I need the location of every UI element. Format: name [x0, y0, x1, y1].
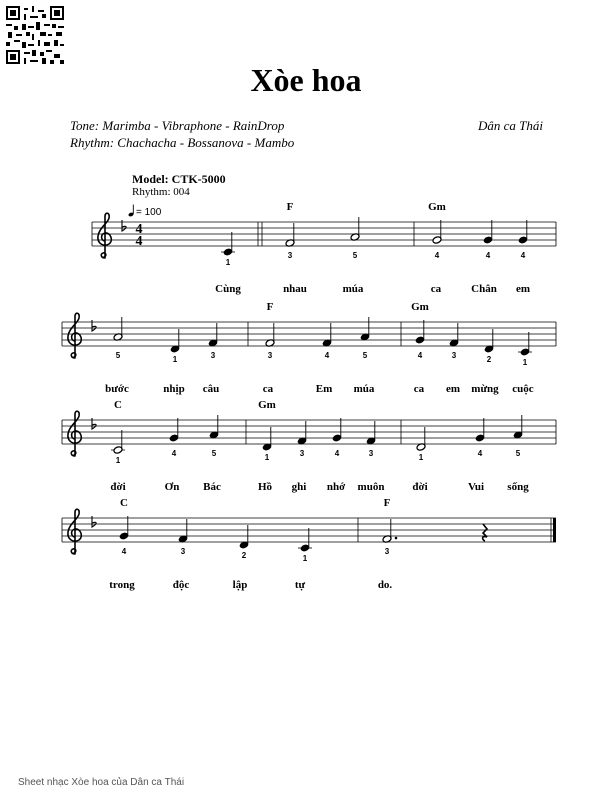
finger-number: 3: [384, 547, 390, 556]
lyric-word: Em: [315, 383, 333, 395]
lyric-word: cuộc: [512, 383, 534, 395]
music-system: [62, 301, 556, 395]
chord-symbol: F: [286, 201, 294, 213]
note: [332, 418, 342, 458]
lyric-word: ca: [413, 383, 425, 395]
treble-clef-icon: [68, 313, 81, 358]
note: [518, 220, 528, 260]
lyric-word: múa: [353, 383, 375, 395]
finger-number: 3: [287, 251, 293, 260]
tone-text: Tone: Marimba - Vibraphone - RainDrop: [70, 118, 285, 133]
finger-number: 5: [352, 251, 358, 260]
tempo-value: = 100: [136, 207, 162, 218]
chord-symbol: F: [383, 497, 391, 509]
lyric-word: đời: [412, 481, 428, 493]
finger-number: 4: [434, 251, 440, 260]
finger-number: 5: [362, 351, 368, 360]
finger-number: 1: [225, 258, 231, 267]
note: [285, 223, 295, 260]
final-barline: [553, 518, 556, 542]
music-system: [62, 497, 556, 591]
finger-number: 3: [267, 351, 273, 360]
quarter-rest: [483, 524, 487, 541]
lyric-word: Cùng: [215, 283, 241, 295]
finger-number: 1: [115, 456, 121, 465]
lyric-word: ca: [262, 383, 274, 395]
composer-text: Dân ca Thái: [478, 118, 543, 133]
note: [513, 415, 523, 458]
finger-number: 5: [211, 449, 217, 458]
finger-number: 3: [451, 351, 457, 360]
treble-clef-icon: [98, 213, 111, 258]
note: [360, 317, 370, 360]
lyric-word: múa: [342, 283, 364, 295]
lyric-word: nhịp: [163, 383, 185, 395]
note: [113, 317, 123, 360]
finger-number: 4: [477, 449, 483, 458]
finger-number: 3: [210, 351, 216, 360]
svg-text:4: 4: [135, 234, 143, 249]
lyric-word: Vui: [467, 481, 485, 493]
svg-text:4: 4: [135, 222, 143, 237]
chord-symbol: Gm: [428, 201, 446, 213]
music-system: [62, 399, 556, 493]
finger-number: 4: [520, 251, 526, 260]
note: [111, 430, 125, 465]
lyric-word: Chân: [471, 283, 497, 295]
finger-number: 3: [180, 547, 186, 556]
note: [475, 418, 485, 458]
lyric-word: muôn: [357, 481, 385, 493]
lyric-word: lập: [232, 579, 248, 591]
chord-symbol: F: [266, 301, 274, 313]
note: [298, 528, 312, 563]
footer-text: Sheet nhạc Xòe hoa của Dân ca Thái: [18, 777, 185, 788]
lyric-word: trong: [109, 579, 135, 591]
rhythm-number-text: Rhythm: 004: [132, 186, 190, 198]
finger-number: 4: [334, 449, 340, 458]
finger-number: 5: [115, 351, 121, 360]
note: [169, 418, 179, 458]
treble-clef-icon: [68, 411, 81, 456]
chord-symbol: C: [114, 399, 122, 411]
lyric-word: sống: [507, 481, 529, 493]
lyric-word: ca: [430, 283, 442, 295]
lyric-word: nhau: [283, 283, 307, 295]
note: [209, 415, 219, 458]
note: [221, 232, 235, 267]
finger-number: 3: [299, 449, 305, 458]
note: [119, 516, 129, 556]
lyric-word: Bác: [203, 481, 221, 493]
lyric-word: đời: [110, 481, 126, 493]
note: [449, 323, 459, 360]
note: [432, 220, 442, 260]
chord-symbol: Gm: [411, 301, 429, 313]
lyric-word: do.: [377, 579, 393, 591]
note: [518, 332, 532, 367]
finger-number: 1: [302, 554, 308, 563]
finger-number: 2: [241, 551, 247, 560]
finger-number: 1: [522, 358, 528, 367]
time-signature: [136, 222, 143, 249]
finger-number: 4: [417, 351, 423, 360]
lyric-word: bước: [105, 383, 129, 395]
note: [366, 421, 376, 458]
chord-symbol: C: [120, 497, 128, 509]
lyric-word: câu: [202, 383, 220, 395]
lyric-word: Ơn: [164, 481, 180, 493]
finger-number: 1: [172, 355, 178, 364]
chord-symbol: Gm: [258, 399, 276, 411]
finger-number: 1: [264, 453, 270, 462]
finger-number: 2: [486, 355, 492, 364]
music-system: [92, 201, 556, 295]
model-text: Model: CTK-5000: [132, 172, 226, 186]
finger-number: 4: [171, 449, 177, 458]
lyric-word: Hồ: [257, 481, 273, 493]
note: [322, 323, 332, 360]
lyric-word: nhớ: [326, 481, 346, 493]
note: [415, 320, 425, 360]
note: [382, 519, 397, 556]
note: [350, 217, 360, 260]
lyric-word: tự: [294, 579, 306, 591]
lyric-word: em: [445, 383, 461, 395]
note: [208, 323, 218, 360]
lyric-word: độc: [172, 579, 190, 591]
finger-number: 1: [418, 453, 424, 462]
lyric-word: ghi: [291, 481, 307, 493]
finger-number: 4: [121, 547, 127, 556]
note: [297, 421, 307, 458]
lyric-word: mừng: [471, 383, 499, 395]
treble-clef-icon: [68, 509, 81, 554]
lyric-word: em: [515, 283, 531, 295]
finger-number: 5: [515, 449, 521, 458]
note: [483, 220, 493, 260]
song-title: Xòe hoa: [250, 62, 362, 98]
finger-number: 4: [324, 351, 330, 360]
finger-number: 4: [485, 251, 491, 260]
note: [265, 323, 275, 360]
note: [178, 519, 188, 556]
finger-number: 3: [368, 449, 374, 458]
rhythm-text: Rhythm: Chachacha - Bossanova - Mambo: [70, 135, 295, 150]
